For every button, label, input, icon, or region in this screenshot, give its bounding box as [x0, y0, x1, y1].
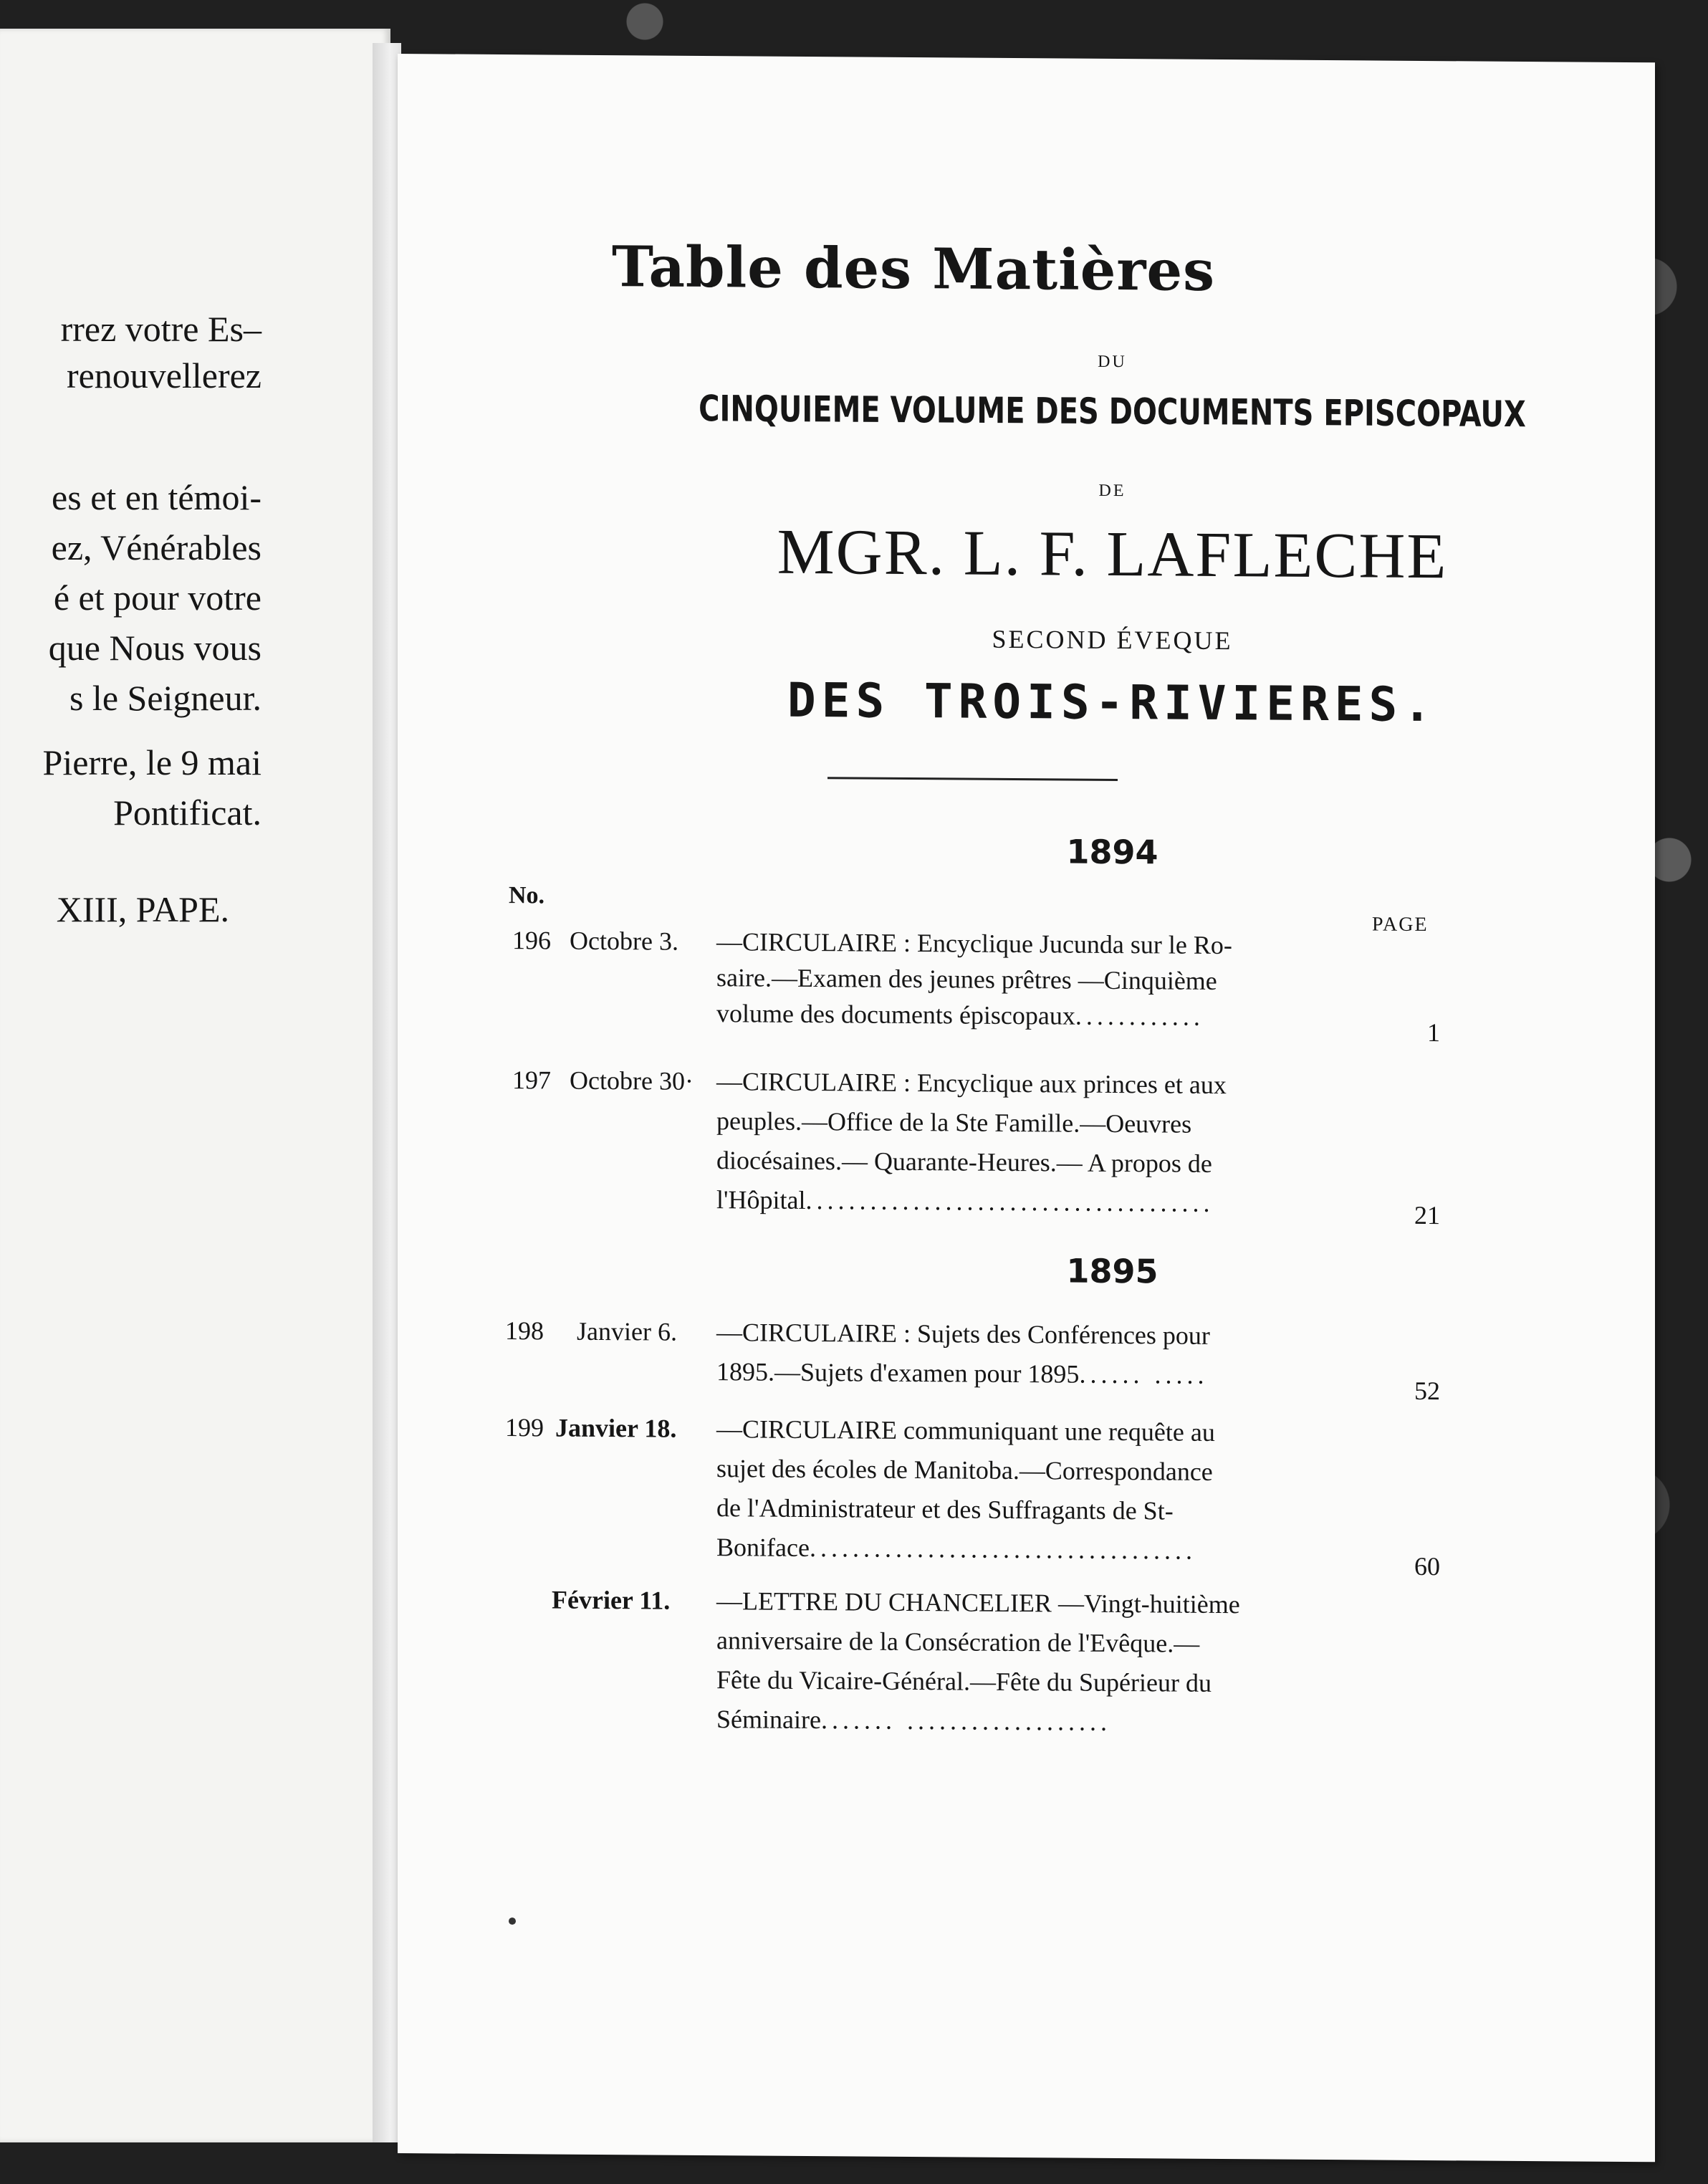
left-page-line: é et pour votre — [53, 578, 262, 618]
author-name: MGR. L. F. LAFLECHE — [777, 516, 1448, 593]
diocese-name: DES TROIS-RIVIERES. — [787, 672, 1437, 733]
entry-date: Janvier 18. — [555, 1413, 677, 1443]
entry-line: l'Hôpital ...................................... — [716, 1185, 1214, 1217]
column-label-page: PAGE — [1372, 913, 1429, 937]
entry-line: de l'Administrateur et des Suffragants de St- — [716, 1493, 1174, 1526]
entry-date: Octobre 3. — [570, 926, 678, 956]
entry-line: Séminaire ....... ................... — [716, 1705, 1111, 1736]
ink-speck — [509, 1917, 516, 1925]
page-title: Table des Matières — [611, 234, 1216, 304]
title-connector-du: DU — [1098, 352, 1127, 372]
left-page-line: s le Seigneur. — [69, 678, 262, 718]
column-label-no: No. — [509, 882, 545, 909]
book-gutter — [373, 43, 401, 2142]
left-page-line: Pontificat. — [113, 792, 262, 833]
entry-line: sujet des écoles de Manitoba.—Correspondance — [716, 1454, 1213, 1486]
entry-line: —LETTRE DU CHANCELIER —Vingt-huitième — [716, 1586, 1240, 1619]
title-connector-de: DE — [1098, 481, 1126, 501]
left-page-line: rrez votre Es– — [60, 309, 262, 349]
right-page — [398, 54, 1655, 2162]
entry-date: Février 11. — [552, 1585, 671, 1615]
author-rank: SECOND ÉVEQUE — [992, 624, 1233, 656]
left-page-line: ez, Vénérables — [51, 527, 262, 567]
toc-entry — [398, 1412, 1655, 1581]
entry-line-text: Séminaire — [716, 1705, 821, 1735]
entry-line: Boniface .................................... — [716, 1533, 1196, 1565]
section-year: 1895 — [1066, 1251, 1158, 1291]
entry-date: Octobre 30· — [570, 1065, 694, 1096]
entry-number: 196 — [512, 926, 551, 955]
toc-entry — [398, 1584, 1655, 1736]
left-page-line: renouvellerez — [66, 355, 262, 396]
entry-line: peuples.—Office de la Ste Famille.—Oeuvres — [716, 1106, 1192, 1139]
entry-number: 198 — [505, 1316, 544, 1346]
entry-page: 60 — [1414, 1551, 1440, 1581]
volume-subtitle: CINQUIEME VOLUME DES DOCUMENTS EPISCOPAUX — [699, 388, 1526, 436]
entry-line-text: volume des documents épiscopaux — [716, 999, 1075, 1030]
entry-page: 1 — [1427, 1018, 1440, 1048]
entry-page: 21 — [1414, 1200, 1440, 1230]
left-page-line: que Nous vous — [48, 628, 262, 668]
divider-rule — [827, 777, 1118, 781]
entry-page: 52 — [1414, 1376, 1440, 1406]
entry-line: —CIRCULAIRE : Sujets des Conférences pour — [716, 1318, 1210, 1350]
left-page-line: Pierre, le 9 mai — [42, 742, 262, 782]
entry-date: Janvier 6. — [577, 1316, 677, 1346]
entry-number: 197 — [512, 1065, 551, 1095]
entry-line-text: Boniface — [716, 1533, 810, 1563]
entry-line: volume des documents épiscopaux ............ — [716, 999, 1204, 1031]
entry-line: 1895.—Sujets d'examen pour 1895 ...... ..... — [716, 1357, 1209, 1389]
left-page — [0, 29, 390, 2142]
entry-line: —CIRCULAIRE : Encyclique Jucunda sur le Ro- — [716, 927, 1232, 960]
section-year: 1894 — [1066, 832, 1158, 872]
entry-line: —CIRCULAIRE : Encyclique aux princes et aux — [716, 1067, 1227, 1100]
entry-line-text: l'Hôpital — [716, 1185, 806, 1215]
entry-line: saire.—Examen des jeunes prêtres —Cinquième — [716, 963, 1217, 995]
entry-line: Fête du Vicaire-Général.—Fête du Supérieur du — [716, 1665, 1212, 1697]
entry-line: diocésaines.— Quarante-Heures.— A propos de — [716, 1146, 1212, 1178]
toc-entry — [398, 1315, 1655, 1406]
toc-entry — [398, 1064, 1655, 1230]
entry-line: —CIRCULAIRE communiquant une requête au — [716, 1414, 1215, 1447]
entry-number: 199 — [505, 1413, 544, 1442]
entry-line-text: 1895.—Sujets d'examen pour 1895 — [716, 1357, 1080, 1389]
left-page-line: XIII, PAPE. — [56, 889, 229, 929]
left-page-line: es et en témoi- — [52, 477, 262, 517]
entry-line: anniversaire de la Consécration de l'Evêque.— — [716, 1626, 1200, 1658]
